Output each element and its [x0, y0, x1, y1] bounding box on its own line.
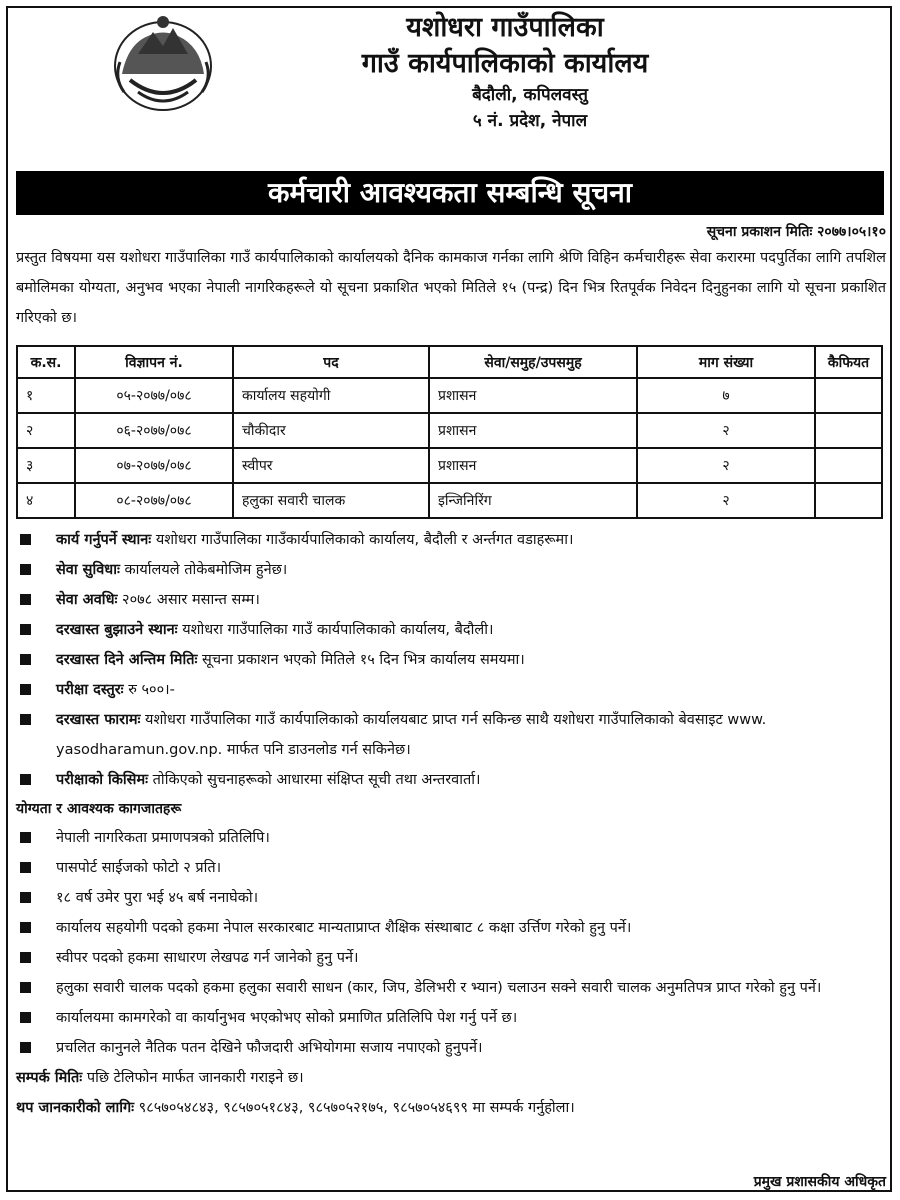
details-list	[16, 525, 886, 1123]
column-header: विज्ञापन नं.	[75, 346, 233, 378]
province-line: ५ नं. प्रदेश, नेपाल	[472, 111, 588, 131]
square-bullet-icon	[20, 922, 31, 933]
table-row	[17, 378, 882, 413]
square-bullet-icon	[20, 862, 31, 873]
square-bullet-icon	[20, 774, 31, 785]
square-bullet-icon	[20, 714, 31, 725]
table-cell: २	[637, 413, 815, 448]
table-cell: ४	[17, 483, 75, 518]
qualifications-heading: योग्यता र आवश्यक कागजातहरू	[16, 801, 182, 817]
column-header: क.स.	[17, 346, 75, 378]
square-bullet-icon	[20, 564, 31, 575]
list-item: नेपाली नागरिकता प्रमाणपत्रको प्रतिलिपि।	[16, 823, 886, 853]
notice-title: कर्मचारी आवश्यकता सम्बन्धि सूचना	[16, 171, 884, 215]
column-header: कैफियत	[815, 346, 882, 378]
square-bullet-icon	[20, 534, 31, 545]
office-name: गाउँ कार्यपालिकाको कार्यालय	[361, 48, 649, 79]
list-item: १८ वर्ष उमेर पुरा भई ४५ बर्ष ननाघेको।	[16, 883, 886, 913]
signatory-title: प्रमुख प्रशासकीय अधिकृत	[753, 1174, 886, 1190]
table-cell: स्वीपर	[233, 448, 429, 483]
list-item: परीक्षा दस्तुरः रु ५००।-	[16, 675, 886, 705]
square-bullet-icon	[20, 892, 31, 903]
table-cell: ०६-२०७७/०७८	[75, 413, 233, 448]
table-cell: ०५-२०७७/०७८	[75, 378, 233, 413]
column-header: पद	[233, 346, 429, 378]
table-cell: २	[637, 483, 815, 518]
square-bullet-icon	[20, 1012, 31, 1023]
square-bullet-icon	[20, 982, 31, 993]
table-cell: १	[17, 378, 75, 413]
list-item: परीक्षाको किसिमः तोकिएको सुचनाहरूको आधारमा संक्षिप्त सूची तथा अन्तरवार्ता।	[16, 765, 886, 795]
column-header: सेवा/समुह/उपसमुह	[429, 346, 637, 378]
column-header: माग संख्या	[637, 346, 815, 378]
table-cell: ७	[637, 378, 815, 413]
list-item: कार्यालय सहयोगी पदको हकमा नेपाल सरकारबाट मान्यताप्राप्त शैक्षिक संस्थाबाट ८ कक्षा उर्त्तिण गरेको हुनु पर्ने।	[16, 913, 886, 943]
table-cell: २	[17, 413, 75, 448]
list-item: सेवा सुविधाः कार्यालयले तोकेबमोजिम हुनेछ।	[16, 555, 886, 585]
square-bullet-icon	[20, 594, 31, 605]
table-cell: प्रशासन	[429, 413, 637, 448]
table-cell: हलुका सवारी चालक	[233, 483, 429, 518]
square-bullet-icon	[20, 654, 31, 665]
table-cell: ०८-२०७७/०७८	[75, 483, 233, 518]
list-item: पासपोर्ट साईजको फोटो २ प्रति।	[16, 853, 886, 883]
publication-date: सूचना प्रकाशन मितिः २०७७।०५।१०	[706, 224, 886, 240]
list-item: प्रचलित कानुनले नैतिक पतन देखिने फौजदारी अभियोगमा सजाय नपाएको हुनुपर्ने।	[16, 1033, 886, 1063]
table-row	[17, 413, 882, 448]
vacancy-table	[16, 345, 883, 519]
table-row	[17, 448, 882, 483]
table-cell	[815, 448, 882, 483]
table-cell: ०७-२०७७/०७८	[75, 448, 233, 483]
letterhead	[0, 10, 900, 134]
table-cell: २	[637, 448, 815, 483]
list-item: कार्य गर्नुपर्ने स्थानः यशोधरा गाउँपालिका गाउँकार्यपालिकाको कार्यालय, बैदौली र अर्न्तगत वडाहरूमा।	[16, 525, 886, 555]
table-cell	[815, 413, 882, 448]
list-item: सेवा अवधिः २०७८ असार मसान्त सम्म।	[16, 585, 886, 615]
list-item: हलुका सवारी चालक पदको हकमा हलुका सवारी साधन (कार, जिप, डेलिभरी र भ्यान) चलाउन सक्ने सवारी चालक अनुमतिपत्र प्राप्त गरेको हुनु पर्ने।	[16, 973, 886, 1003]
more-info: थप जानकारीको लागिः ९८५७०५४८४३, ९८५७०५१८४३, ९८५७०५२१७५, ९८५७०५४६९९ मा सम्पर्क गर्नुहोला।	[16, 1100, 575, 1116]
table-row	[17, 483, 882, 518]
table-cell: चौकीदार	[233, 413, 429, 448]
municipality-name: यशोधरा गाउँपालिका	[406, 12, 604, 43]
list-item: दरखास्त फारामः यशोधरा गाउँपालिका गाउँ कार्यपालिकाको कार्यालयबाट प्राप्त गर्न सकिन्छ साथै यशोधरा गाउँपालिकाको बेवसाइट www. yasodharamun.gov.np. मार्फत पनि डाउनलोड गर्न सकिनेछ।	[16, 705, 886, 765]
square-bullet-icon	[20, 952, 31, 963]
intro-paragraph: प्रस्तुत विषयमा यस यशोधरा गाउँपालिका गाउँ कार्यपालिकाको कार्यालयको दैनिक कामकाज गर्नका लागि श्रेणि विहिन कर्मचारीहरू सेवा करारमा पदपुर्तिका लागि तपशिल बमोलिमका योग्यता, अनुभव भएका नेपाली नागरिकहरूले यो सूचना प्रकाशित भएको मितिले १५ (पन्द्र) दिन भित्र रितपूर्वक निवेदन दिनुहुनका लागि यो सूचना प्रकाशित गरिएको छ।	[16, 250, 886, 326]
table-cell: प्रशासन	[429, 448, 637, 483]
square-bullet-icon	[20, 624, 31, 635]
table-cell: प्रशासन	[429, 378, 637, 413]
table-cell: कार्यालय सहयोगी	[233, 378, 429, 413]
contact-date: सम्पर्क मितिः पछि टेलिफोन मार्फत जानकारी गराइने छ।	[16, 1070, 304, 1086]
table-cell: ३	[17, 448, 75, 483]
table-header-row	[17, 346, 882, 378]
list-item: स्वीपर पदको हकमा साधारण लेखपढ गर्न जानेको हुनु पर्ने।	[16, 943, 886, 973]
table-cell	[815, 483, 882, 518]
square-bullet-icon	[20, 832, 31, 843]
square-bullet-icon	[20, 1042, 31, 1053]
list-item: कार्यालयमा कामगरेको वा कार्यानुभव भएकोभए सोको प्रमाणित प्रतिलिपि पेश गर्नु पर्ने छ।	[16, 1003, 886, 1033]
table-cell	[815, 378, 882, 413]
list-item: दरखास्त दिने अन्तिम मितिः सूचना प्रकाशन भएको मितिले १५ दिन भित्र कार्यालय समयमा।	[16, 645, 886, 675]
office-location: बैदौली, कपिलवस्तु	[472, 85, 588, 105]
square-bullet-icon	[20, 684, 31, 695]
table-cell: इन्जिनिरिंग	[429, 483, 637, 518]
list-item: दरखास्त बुझाउने स्थानः यशोधरा गाउँपालिका गाउँ कार्यपालिकाको कार्यालय, बैदौली।	[16, 615, 886, 645]
